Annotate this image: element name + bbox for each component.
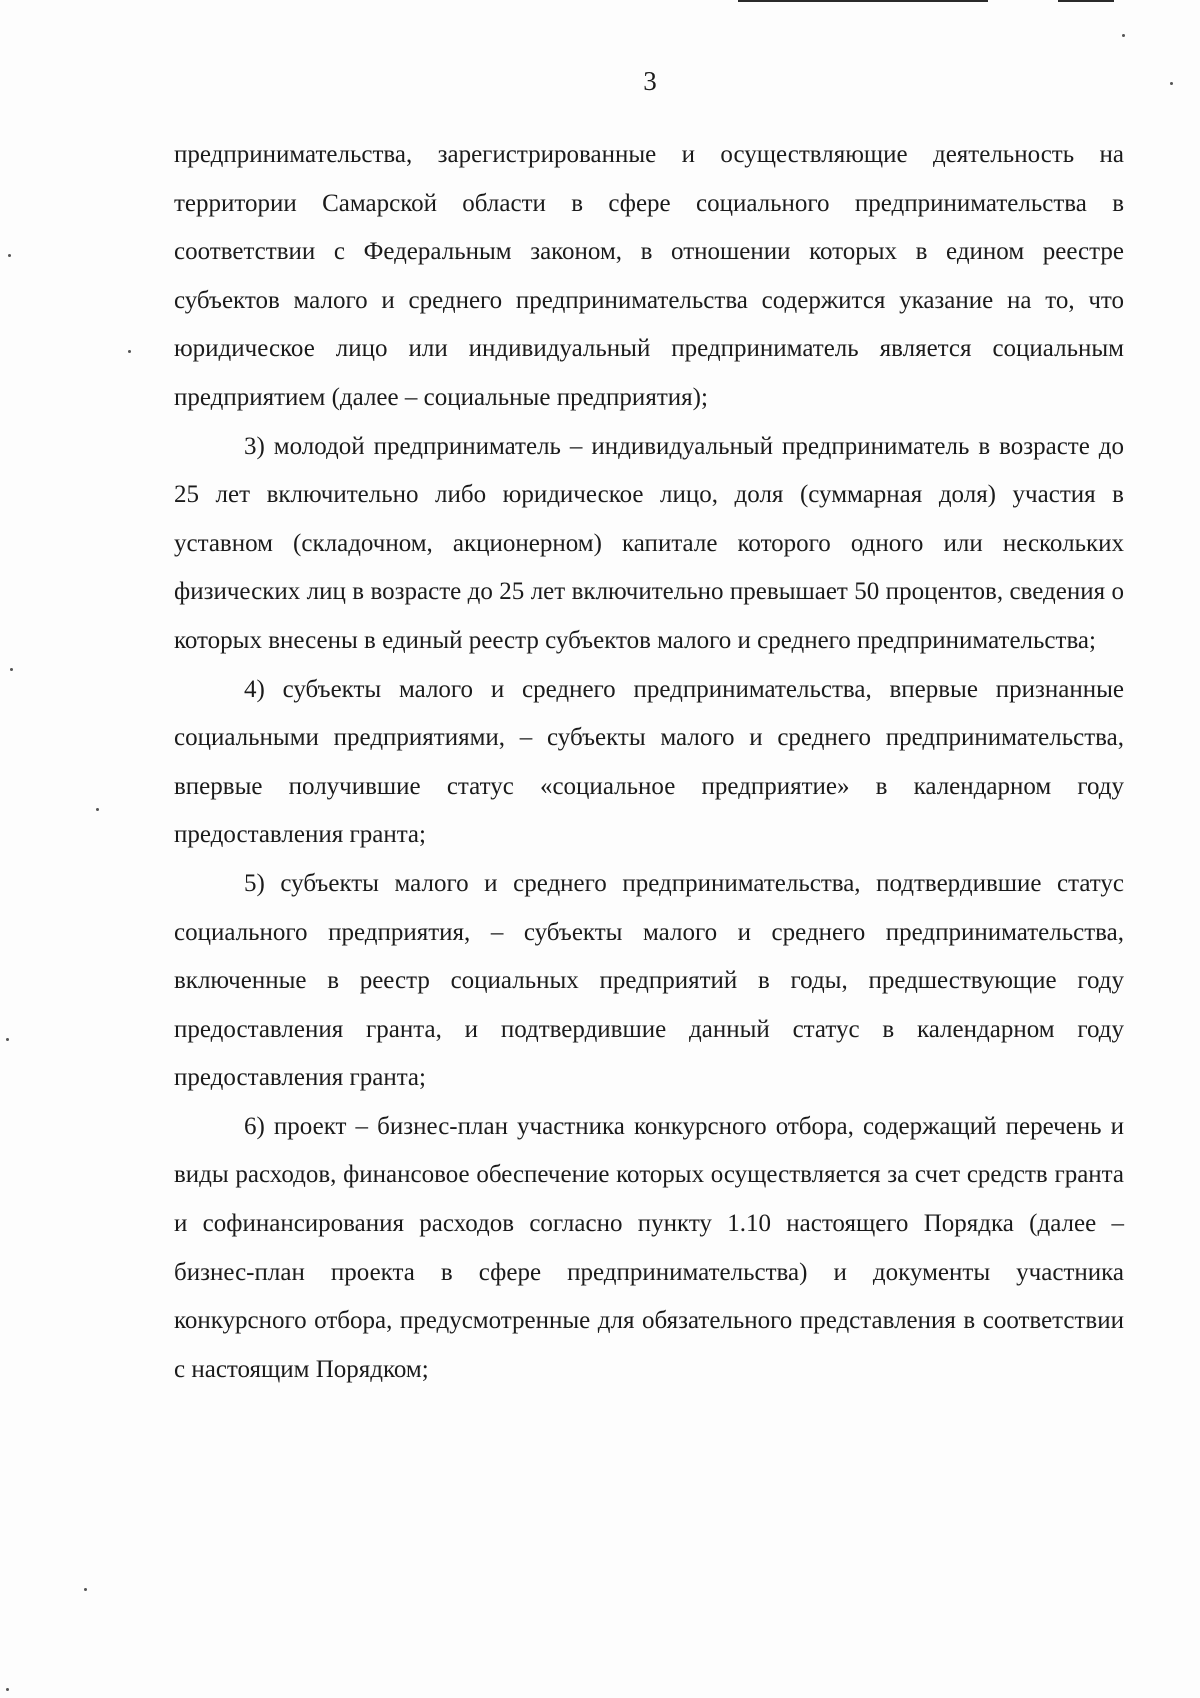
scan-speck — [1170, 82, 1173, 85]
paragraph-item-6: 6) проект – бизнес-план участника конкурсного отбора, содержащий перечень и виды расходов, финансовое обеспечение которых осуществляется за счет средств гранта и софинансирования расходов согласно пункту 1.10 настоящего Порядка (далее – бизнес-план проекта в сфере предпринимательства) и документы участника конкурсного отбора, предусмотренные для обязательного представления в соответствии с настоящим Порядком; — [174, 1112, 1124, 1383]
document-body — [174, 131, 1124, 1394]
paragraph-item-3: 3) молодой предприниматель – индивидуальный предприниматель в возрасте до 25 лет включительно либо юридическое лицо, доля (суммарная доля) участия в уставном (складочном, акционерном) капитале которого одного или нескольких физических лиц в возрасте до 25 лет включительно превышает 50 процентов, сведения о которых внесены в единый реестр субъектов малого и среднего предпринимательства; — [174, 432, 1124, 654]
scan-speck — [84, 1588, 87, 1591]
top-edge-rule — [738, 0, 988, 2]
scan-speck — [6, 1038, 9, 1041]
page-number: 3 — [643, 66, 657, 96]
paragraph-continuation: предпринимательства, зарегистрированные и осуществляющие деятельность на территории Самарской области в сфере социального предпринимательства в соответствии с Федеральным законом, в отношении которых в едином реестре субъектов малого и среднего предпринимательства содержится указание на то, что юридическое лицо или индивидуальный предприниматель является социальным предприятием (далее – социальные предприятия); — [174, 141, 1124, 411]
scan-speck — [6, 1688, 9, 1691]
scan-speck — [10, 668, 13, 671]
scan-speck — [128, 350, 131, 353]
scan-speck — [8, 254, 11, 257]
top-edge-rule — [1058, 0, 1114, 2]
paragraph-item-5: 5) субъекты малого и среднего предпринимательства, подтвердившие статус социального предприятия, – субъекты малого и среднего предпринимательства, включенные в реестр социальных предприятий в годы, предшествующие году предоставления гранта, и подтвердившие данный статус в календарном году предоставления гранта; — [174, 869, 1124, 1092]
scan-speck — [96, 808, 99, 811]
scan-speck — [1122, 34, 1125, 37]
paragraph-item-4: 4) субъекты малого и среднего предпринимательства, впервые признанные социальными предприятиями, – субъекты малого и среднего предпринимательства, впервые получившие статус «социальное предприятие» в календарном году предоставления гранта; — [174, 675, 1124, 849]
